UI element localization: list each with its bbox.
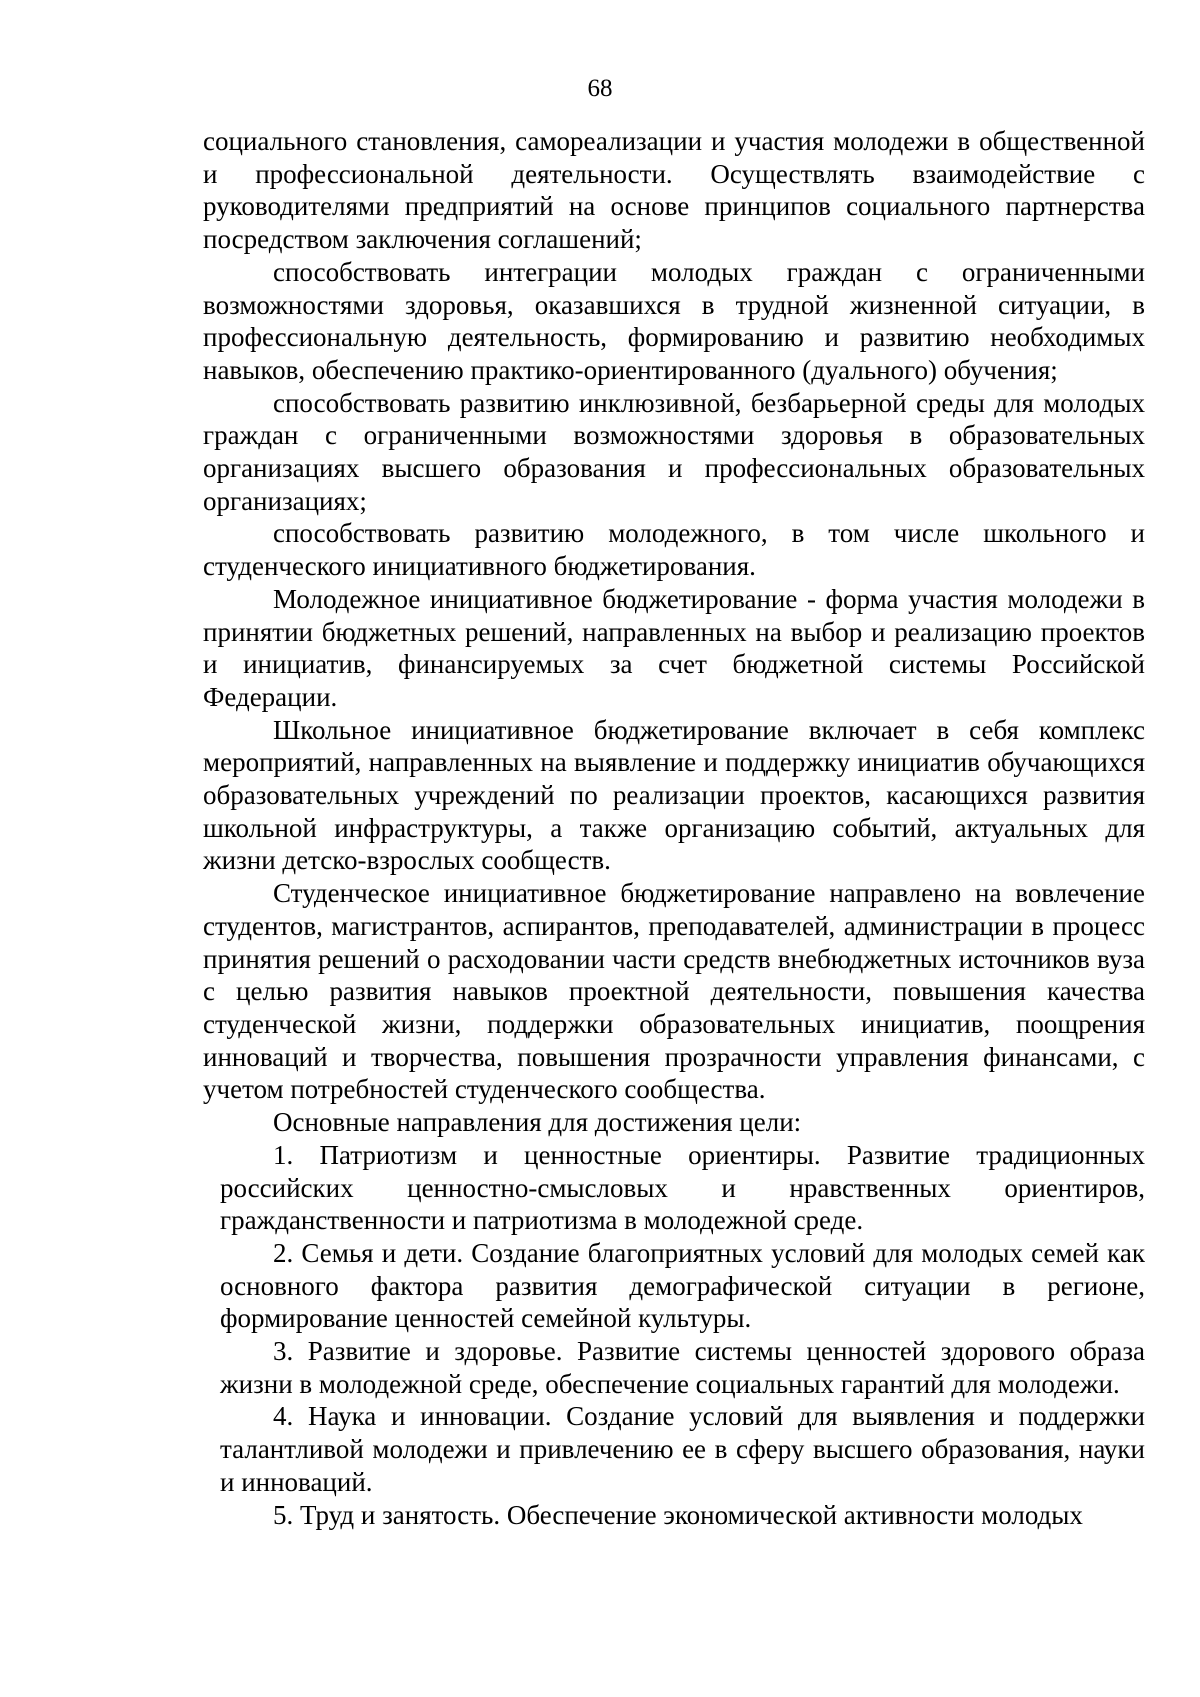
paragraph-youth-budgeting-definition: Молодежное инициативное бюджетирование - форма участия молодежи в принятии бюджетных решений, направленных на выбор и реализацию проектов и инициатив, финансируемых за счет бюджетной системы Российской Федерации. [203,583,1145,712]
list-item: 5. Труд и занятость. Обеспечение экономической активности молодых [273,1499,1083,1530]
page-number: 68 [587,75,613,102]
list-item: 2. Семья и дети. Создание благоприятных условий для молодых семей как основного фактора развития демографической ситуации в регионе, формирование ценностей семейной культуры. [220,1237,1145,1334]
paragraph-main-directions-heading: Основные направления для достижения цели: [273,1107,802,1138]
paragraph-continuation: социального становления, самореализации и участия молодежи в общественной и профессиональной деятельности. Осуществлять взаимодействие с руководителями предприятий на основе принципов социального партнерства посредством заключения соглашений; [203,126,1145,255]
paragraph-initiative-budgeting: способствовать развитию молодежного, в том числе школьного и студенческого инициативного бюджетирования. [203,518,1145,582]
list-item: 1. Патриотизм и ценностные ориентиры. Развитие традиционных российских ценностно-смысловых и нравственных ориентиров, гражданственности и патриотизма в молодежной среде. [220,1139,1145,1236]
list-item: 4. Наука и инновации. Создание условий для выявления и поддержки талантливой молодежи и привлечению ее в сферу высшего образования, науки и инноваций. [220,1401,1145,1497]
document-body [203,125,1145,1531]
paragraph-school-budgeting: Школьное инициативное бюджетирование включает в себя комплекс мероприятий, направленных на выявление и поддержку инициатив обучающихся образовательных учреждений по реализации проектов, касающихся развития школьной инфраструктуры, а также организацию событий, актуальных для жизни детско-взрослых сообществ. [203,714,1145,876]
paragraph-student-budgeting: Студенческое инициативное бюджетирование направлено на вовлечение студентов, магистрантов, аспирантов, преподавателей, администрации в процесс принятия решений о расходовании части средств внебюджетных источников вуза с целью развития навыков проектной деятельности, повышения качества студенческой жизни, поддержки образовательных инициатив, поощрения инноваций и творчества, повышения прозрачности управления финансами, с учетом потребностей студенческого сообщества. [203,878,1145,1105]
list-item: 3. Развитие и здоровье. Развитие системы ценностей здорового образа жизни в молодежной среде, обеспечение социальных гарантий для молодежи. [220,1336,1145,1399]
paragraph-inclusive-environment: способствовать развитию инклюзивной, безбарьерной среды для молодых граждан с ограниченными возможностями здоровья в образовательных организациях высшего образования и профессиональных образовательных организациях; [203,387,1145,516]
paragraph-integration: способствовать интеграции молодых граждан с ограниченными возможностями здоровья, оказавшихся в трудной жизненной ситуации, в профессиональную деятельность, формированию и развитию необходимых навыков, обеспечению практико-ориентированного (дуального) обучения; [203,256,1145,385]
